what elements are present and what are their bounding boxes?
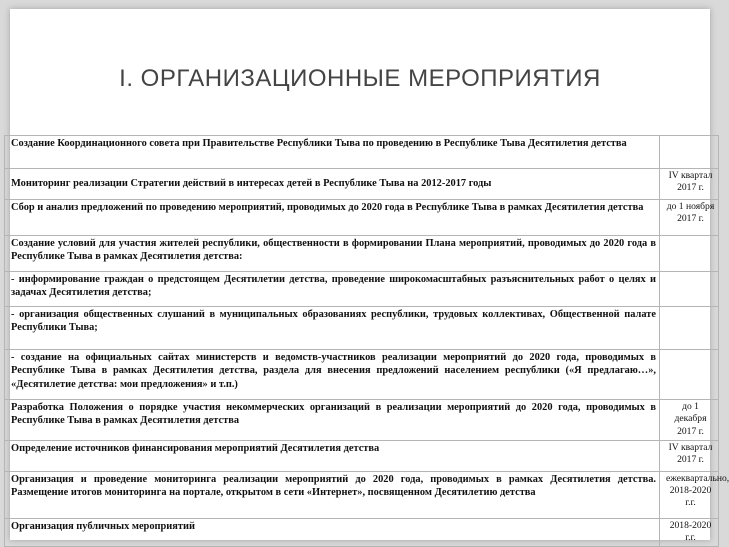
- activity-deadline: [660, 307, 719, 350]
- activity-deadline: 2018-2020 г.г.: [660, 518, 719, 547]
- table-row: [5, 136, 719, 169]
- activity-text: Создание Координационного совета при Правительстве Республики Тыва по проведению в Республике Тыва Десятилетия детства: [5, 136, 660, 169]
- activity-deadline: ежеквартально, 2018-2020 г.г.: [660, 471, 719, 518]
- table-row: [5, 169, 719, 200]
- table-row: [5, 400, 719, 441]
- activity-deadline: [660, 236, 719, 272]
- activity-text: - информирование граждан о предстоящем Десятилетии детства, проведение широкомасштабных разъяснительных работ о целях и задачах Десятилетия детства;: [5, 272, 660, 307]
- activity-text: Создание условий для участия жителей республики, общественности в формировании Плана мероприятий, проводимых до 2020 года в Республике Тыва в рамках Десятилетия детства:: [5, 236, 660, 272]
- table-row: [5, 236, 719, 272]
- slide: [10, 9, 729, 544]
- table-row: [5, 471, 719, 518]
- activity-deadline: IV квартал 2017 г.: [660, 169, 719, 200]
- table-row: [5, 307, 719, 350]
- activity-text: Сбор и анализ предложений по проведению мероприятий, проводимых до 2020 года в Республике Тыва в рамках Десятилетия детства: [5, 200, 660, 236]
- activity-deadline: [660, 136, 719, 169]
- activity-text: Организация и проведение мониторинга реализации мероприятий до 2020 года, проводимых в рамках Десятилетия детства. Размещение итогов мониторинга на портале, открытом в сети «Интернет», посвященном Десятилетию детства: [5, 471, 660, 518]
- activity-text: - организация общественных слушаний в муниципальных образованиях республики, трудовых коллективах, Общественной палате Республики Тыва;: [5, 307, 660, 350]
- activity-deadline: IV квартал 2017 г.: [660, 440, 719, 471]
- activity-text: Разработка Положения о порядке участия некоммерческих организаций в реализации мероприятий до 2020 года, проводимых в Республике Тыва в рамках Десятилетия детства: [5, 400, 660, 441]
- activity-deadline: [660, 350, 719, 400]
- table-row: [5, 518, 719, 547]
- activity-deadline: до 1 декабря 2017 г.: [660, 400, 719, 441]
- activity-text: - создание на официальных сайтах министерств и ведомств-участников реализации мероприятий до 2020 года, проводимых в Республике Тыва в рамках Десятилетия детства, раздела для внесения предложений населением республики («Я предлагаю…», «Десятилетие детства: мои предложения» и т.п.): [5, 350, 660, 400]
- activity-deadline: до 1 ноября 2017 г.: [660, 200, 719, 236]
- table-row: [5, 350, 719, 400]
- table-row: [5, 272, 719, 307]
- slide-title: I. ОРГАНИЗАЦИОННЫЕ МЕРОПРИЯТИЯ: [119, 65, 601, 92]
- activity-text: Организация публичных мероприятий: [5, 518, 660, 547]
- activities-table: [4, 135, 729, 547]
- activity-text: Определение источников финансирования мероприятий Десятилетия детства: [5, 440, 660, 471]
- table-row: [5, 440, 719, 471]
- activity-text: Мониторинг реализации Стратегии действий в интересах детей в Республике Тыва на 2012-2017 годы: [5, 169, 660, 200]
- table-row: [5, 200, 719, 236]
- activity-deadline: [660, 272, 719, 307]
